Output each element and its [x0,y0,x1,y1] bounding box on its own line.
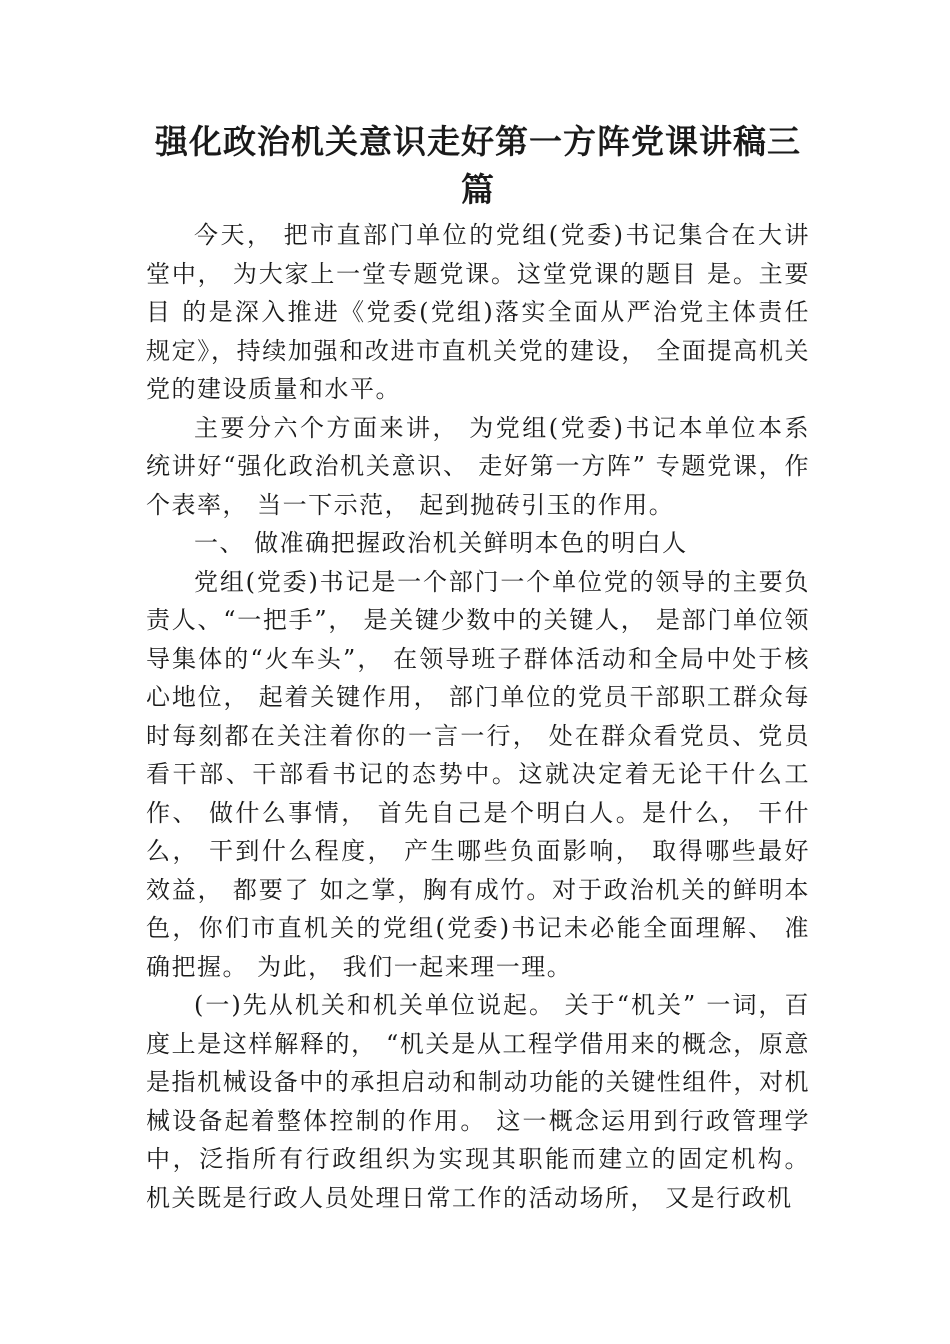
document-title: 强化政治机关意识走好第一方阵党课讲稿三篇 [155,122,801,209]
section-heading-1: 一、 做准确把握政治机关鲜明本色的明白人 [194,529,688,557]
paragraph-intro: 今天， 把市直部门单位的党组(党委)书记集合在大讲堂中， 为大家上一堂专题党课。这堂党课的题目 是。主要目 的是深入推进《党委(党组)落实全面从严治党主体责任规定》，持续加强和改进市直机关党的建设， 全面提高机关党的建设质量和水平。 [146,221,810,403]
document-body [146,216,810,1217]
paragraph-secretary-role: 党组(党委)书记是一个部门一个单位党的领导的主要负责人、“一把手”， 是关键少数中的关键人， 是部门单位领导集体的“火车头”， 在领导班子群体活动和全局中处于核心地位， 起着关键作用， 部门单位的党员干部职工群众每时每刻都在关注着你的一言一行， 处在群众看党员、党员看干部、干部看书记的态势中。这就决定着无论干什么工作、 做什么事情， 首先自己是个明白人。是什么， 干什么， 干到什么程度， 产生哪些负面影响， 取得哪些最好效益， 都要了 如之掌，胸有成竹。对于政治机关的鲜明本色，你们市直机关的党组(党委)书记未必能全面理解、 准确把握。 为此， 我们一起来理一理。 [146,567,810,981]
paragraph-organ-definition: (一)先从机关和机关单位说起。 关于“机关” 一词，百度上是这样解释的， “机关是从工程学借用来的概念，原意是指机械设备中的承担启动和制动功能的关键性组件，对机械设备起着整体控制的作用。 这一概念运用到行政管理学中，泛指所有行政组织为实现其职能而建立的固定机构。 机关既是行政人员处理日常工作的活动场所， 又是行政机 [146,991,810,1212]
paragraph-outline: 主要分六个方面来讲， 为党组(党委)书记本单位本系统讲好“强化政治机关意识、 走好第一方阵” 专题党课，作个表率， 当一下示范， 起到抛砖引玉的作用。 [146,413,810,519]
